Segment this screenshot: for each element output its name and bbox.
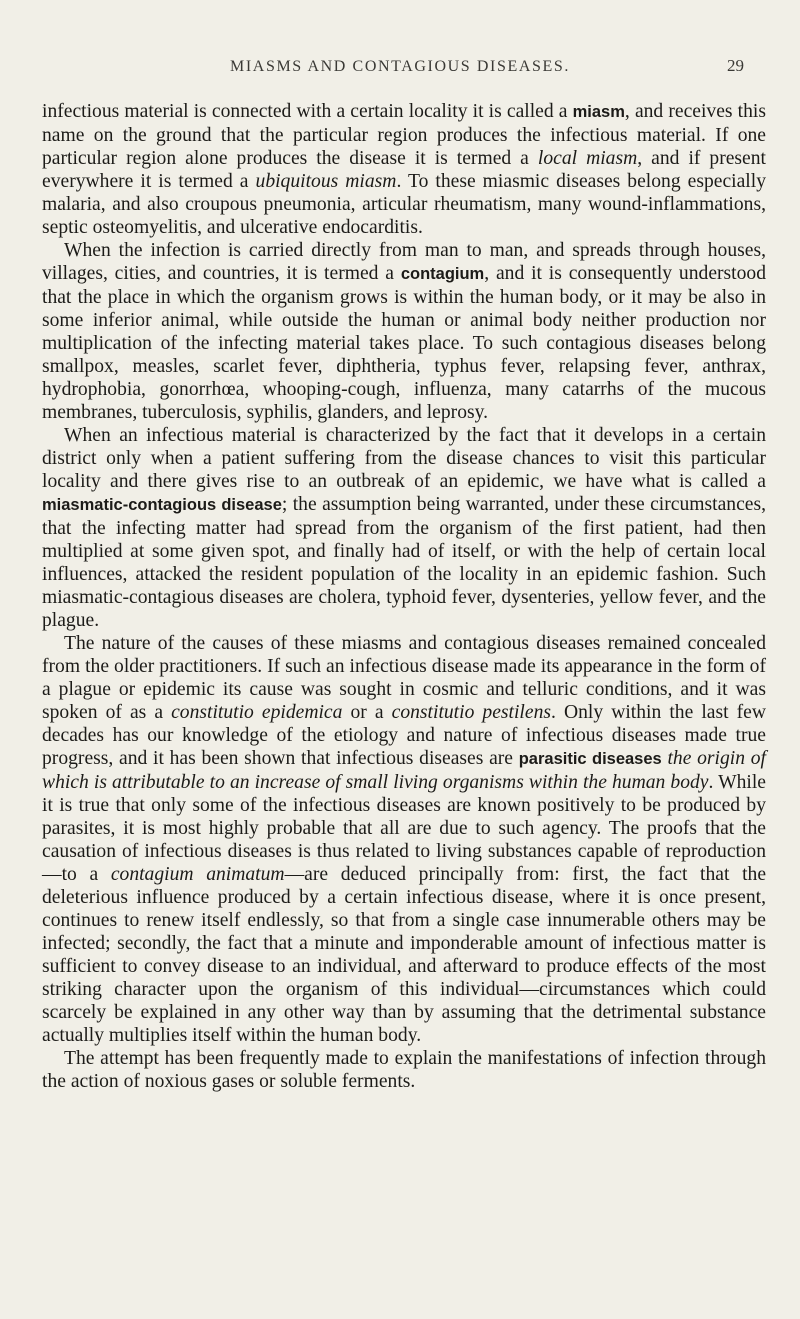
text-run: , and it is consequently understood that the place in which the organism grows is within the human body, or it may be also in some inferior animal, while outside the human or animal body neither production nor multiplication of the infecting material takes place. To such contagious diseases belong smallpox, measles, scarlet fever, diphtheria, typhus fever, relapsing fever, anthrax, hydrophobia, gonorrhœa, whooping-cough, influenza, many catarrhs of the mucous membranes, tuberculosis, syphilis, glanders, and leprosy. xyxy=(42,263,766,423)
text-run: . To these miasmic diseases belong especially malaria, and also croupous pneumonia, articular rheumatism, many wound-inflammations, septic osteomyelitis, and ulcerative endocarditis. xyxy=(42,171,766,238)
term-miasm: miasm xyxy=(572,103,625,121)
paragraph xyxy=(42,239,766,424)
text-run: When the infection is carried directly from man to man, and spreads through houses, villages, cities, and countries, it is termed a xyxy=(42,240,766,284)
text-run: . While it is true that only some of the infectious diseases are known positively to be produced by parasites, it is most highly probable that all are due to such agency. The proofs that the causation of infectious diseases is thus related to living substances capable of reproduction—to a xyxy=(42,772,766,885)
text-run: The attempt has been frequently made to explain the manifestations of infection through the action of noxious gases or soluble ferments. xyxy=(42,1048,766,1092)
text-run: . Only within the last few decades has our knowledge of the etiology and nature of infectious diseases made true progress, and it has been shown that infectious diseases are xyxy=(42,702,766,769)
italic-term: local miasm xyxy=(537,148,638,169)
text-run: , and receives this name on the ground that the particular region produces the infectious material. If one particular region alone produces the disease it is termed a xyxy=(42,101,766,169)
text-run: ; the assumption being warranted, under these circumstances, that the infecting matter had spread from the organism of the first patient, had then multiplied at some given spot, and finally had of itself, or with the help of certain local influences, attacked the resident population of the locality in an epidemic fashion. Such miasmatic-contagious diseases are cholera, typhoid fever, dysenteries, yellow fever, and the plague. xyxy=(42,494,766,631)
text-run: or a xyxy=(342,702,392,723)
paragraph xyxy=(42,424,766,632)
term-miasmatic-contagious: miasmatic-contagious disease xyxy=(42,496,282,514)
text-run: , and if present everywhere it is termed a xyxy=(42,148,766,192)
term-contagium: contagium xyxy=(400,265,485,283)
page-number: 29 xyxy=(727,56,744,75)
paragraph xyxy=(42,632,766,1047)
running-head: MIASMS AND CONTAGIOUS DISEASES. xyxy=(230,58,570,75)
paragraph xyxy=(42,1047,766,1093)
text-run: When an infectious material is characterized by the fact that it develops in a certain district only when a patient suffering from the disease chances to visit this particular locality and there gives rise to an outbreak of an epidemic, we have what is called a xyxy=(42,425,766,492)
italic-term: contagium animatum xyxy=(110,864,285,885)
italic-term: constitutio pestilens xyxy=(391,702,551,723)
text-run: infectious material is connected with a certain locality it is called a xyxy=(42,101,573,122)
paragraph xyxy=(42,100,766,239)
italic-term: ubiquitous miasm xyxy=(255,171,397,192)
italic-term: constitutio epidemica xyxy=(171,702,343,723)
italic-passage: the origin of which is attributable to an increase of small living organisms within the human body xyxy=(42,748,766,793)
body-text xyxy=(42,100,766,1093)
text-run: —are deduced principally from: first, the fact that the deleterious influence produced by a certain infectious disease, where it is once present, continues to renew itself endlessly, so that from a single case innumerable others may be infected; secondly, the fact that a minute and imponderable amount of infectious matter is sufficient to convey disease to an individual, and afterward to produce effects of the most striking character upon the organism of this individual—circumstances which could scarcely be explained in any other way than by assuming that the detrimental substance actually multiplies itself within the human body. xyxy=(42,864,767,1046)
term-parasitic-diseases: parasitic diseases xyxy=(518,750,662,768)
text-run: The nature of the causes of these miasms and contagious diseases remained concealed from the older practitioners. If such an infectious disease made its appearance in the form of a plague or epidemic its cause was sought in cosmic and telluric conditions, and it was spoken of as a xyxy=(42,633,766,723)
